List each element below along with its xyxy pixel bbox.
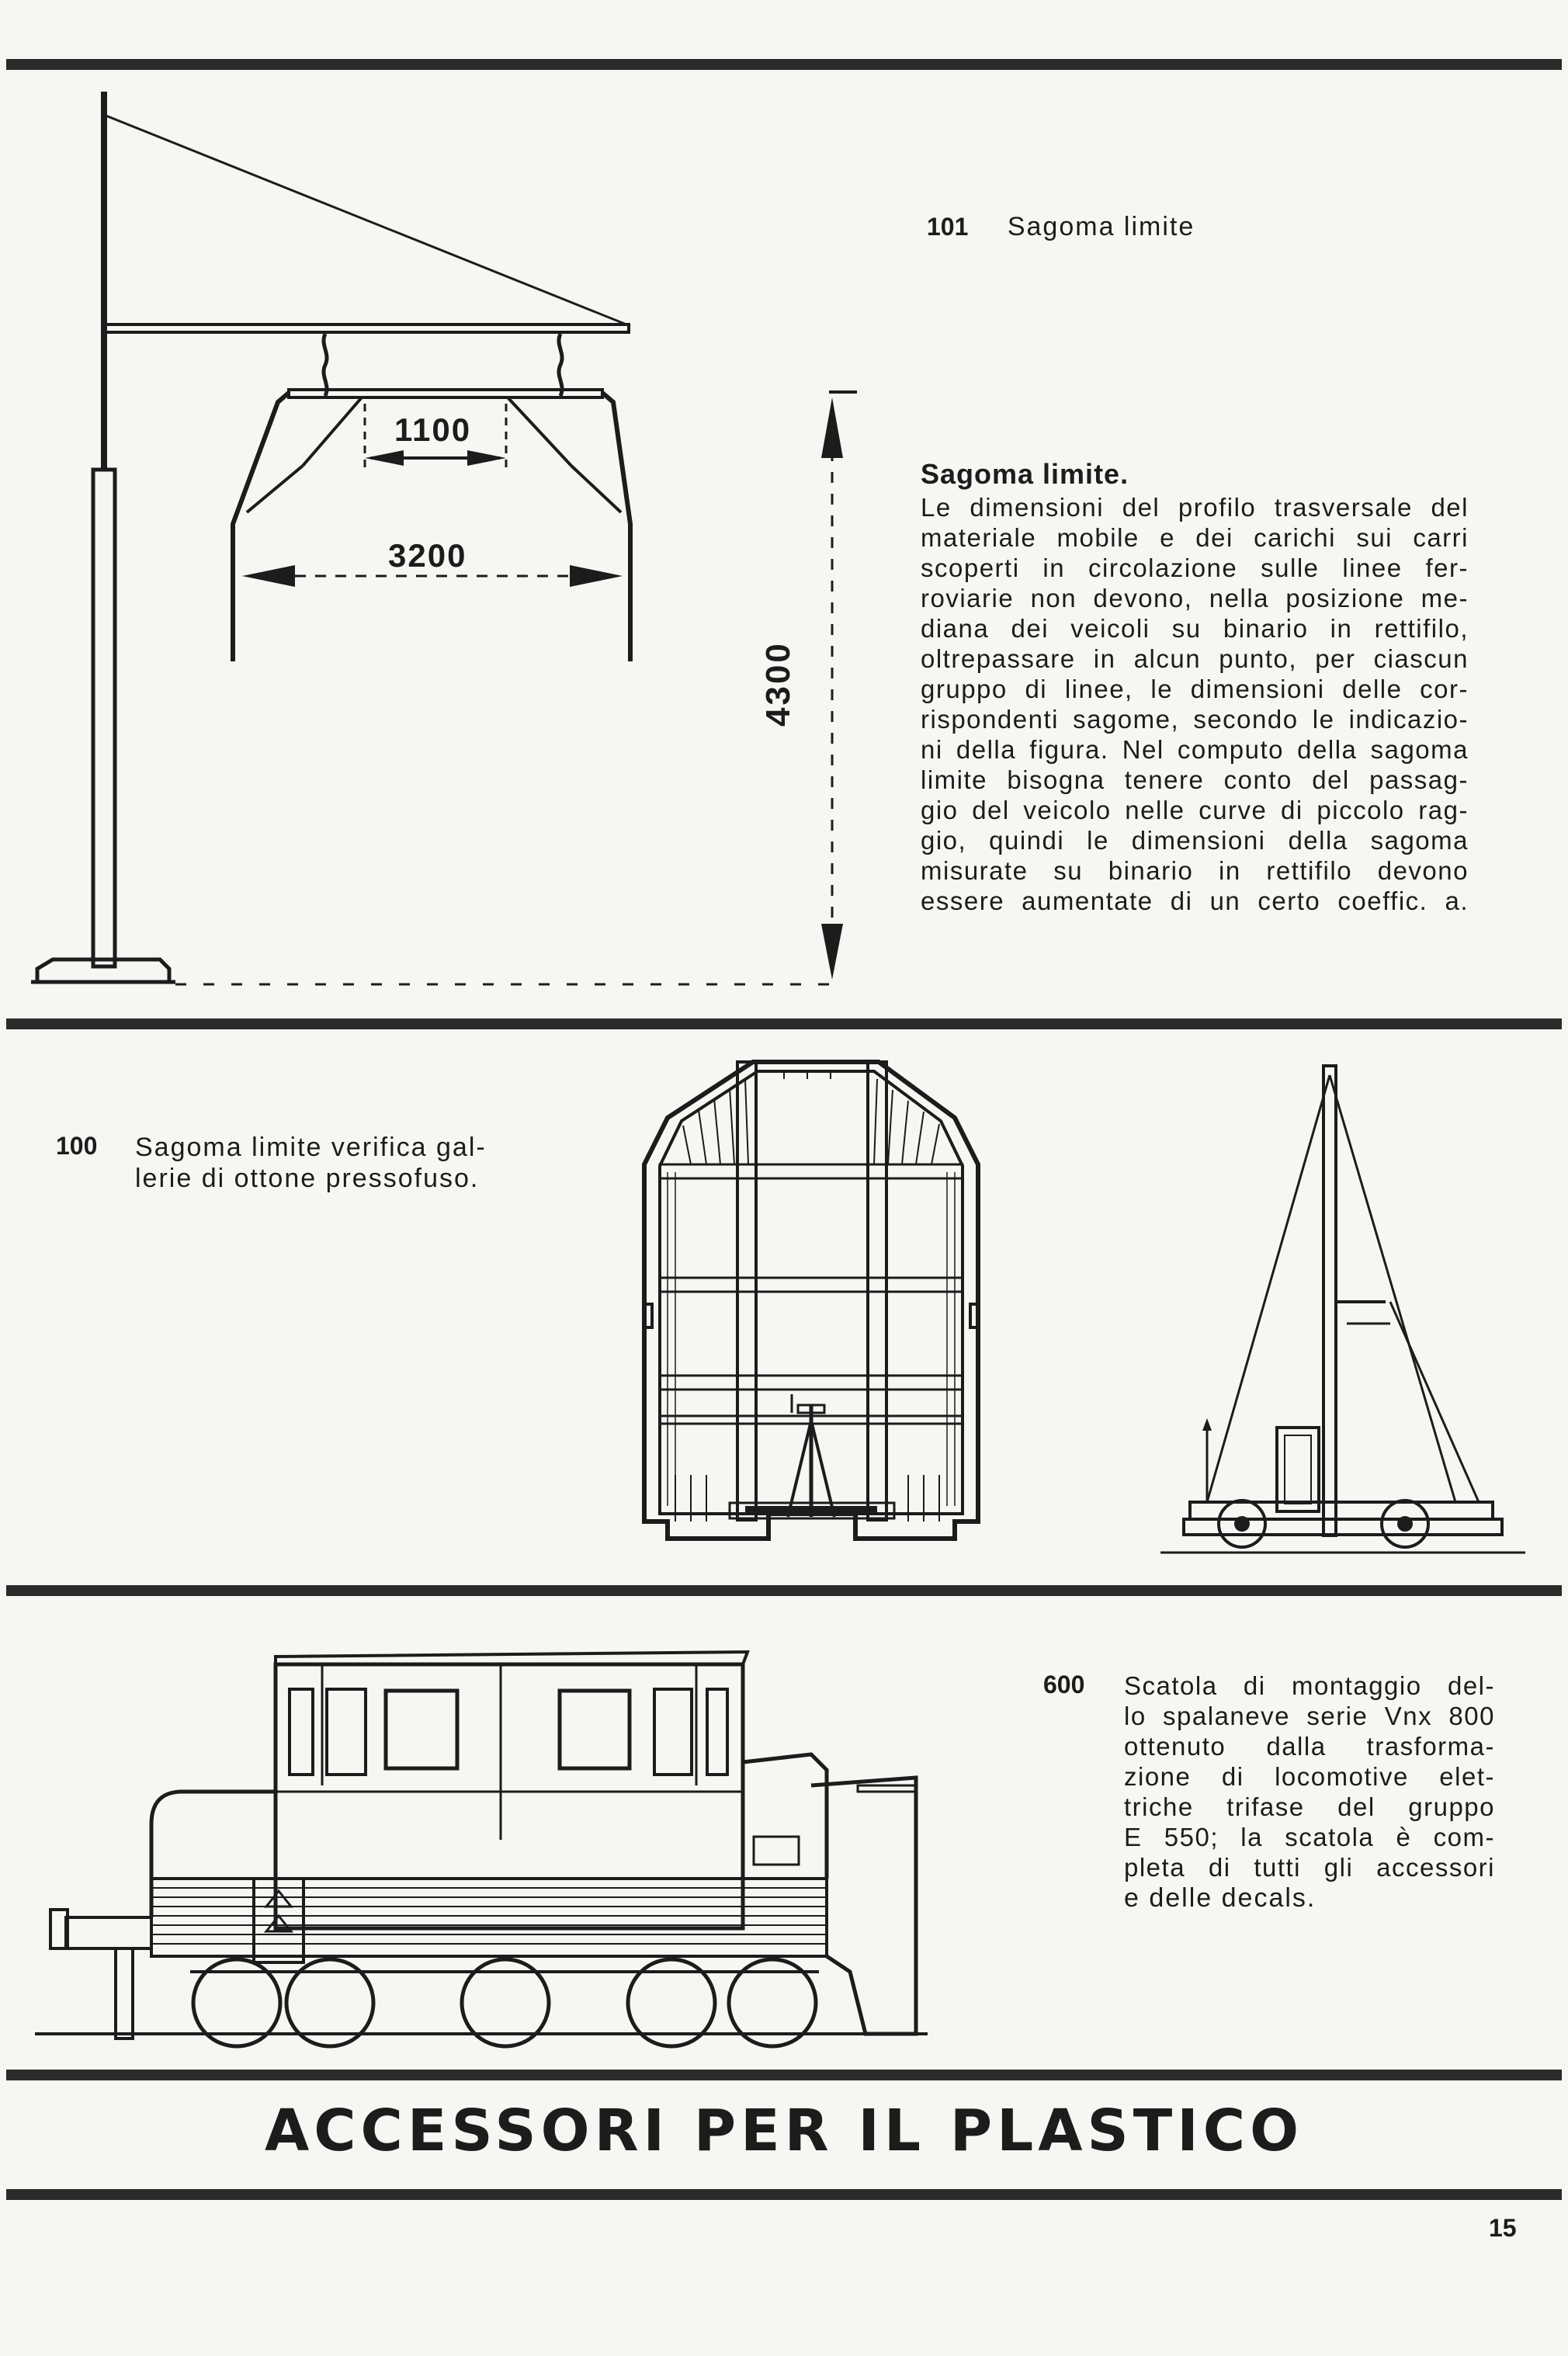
- item-600-number: 600: [1043, 1671, 1085, 1698]
- item-600-caption-line: ottenuto dalla trasforma-: [1124, 1732, 1495, 1761]
- page-title: ACCESSORI PER IL PLASTICO: [264, 2097, 1304, 2164]
- description-line: diana dei veicoli su binario in rettifilo,: [921, 614, 1469, 643]
- description-line: roviarie non devono, nella posizione me-: [921, 584, 1469, 612]
- dim-label-4300: 4300: [759, 641, 797, 727]
- item-101-description: [921, 458, 1469, 916]
- rule-section-1: [6, 1018, 1562, 1029]
- item-600-caption-line: e delle decals.: [1124, 1883, 1316, 1913]
- snowplow-locomotive-illustration: [35, 1646, 1036, 2080]
- description-line: oltrepassare in alcun punto, per ciascun: [921, 644, 1469, 673]
- gauge-trolley-illustration: [1160, 1060, 1525, 1556]
- description-line: gio del veicolo nelle curve di piccolo rag-: [921, 796, 1469, 824]
- description-line: ni della figura. Nel computo della sagoma: [921, 735, 1469, 764]
- item-600-caption-line: Scatola di montaggio del-: [1124, 1671, 1495, 1700]
- overhead-line-gauge-diagram: [0, 0, 854, 1009]
- description-line: limite bisogna tenere conto del passag-: [921, 765, 1469, 794]
- rule-section-2: [6, 1585, 1562, 1596]
- item-100-caption-line: lerie di ottone pressofuso.: [135, 1164, 480, 1193]
- description-line: materiale mobile e dei carichi sui carri: [921, 523, 1469, 552]
- item-600-caption-line: E 550; la scatola è com-: [1124, 1823, 1495, 1851]
- rule-title-bottom: [6, 2189, 1562, 2200]
- item-600-caption-line: lo spalaneve serie Vnx 800: [1124, 1702, 1495, 1730]
- description-line: essere aumentate di un certo coeffic. a.: [921, 887, 1469, 915]
- item-101-number: 101: [927, 213, 969, 241]
- item-600-caption-line: triche trifase del gruppo: [1124, 1792, 1495, 1821]
- item-100-caption-line: Sagoma limite verifica gal-: [135, 1133, 487, 1162]
- description-line: gruppo di linee, le dimensioni delle cor-: [921, 675, 1469, 703]
- tunnel-gauge-frame-illustration: [629, 1056, 1017, 1537]
- item-101-caption: [927, 211, 1195, 242]
- description-line: gio, quindi le dimensioni della sagoma: [921, 826, 1469, 855]
- description-line: rispondenti sagome, secondo le indicazio-: [921, 705, 1469, 734]
- dim-label-3200: 3200: [388, 537, 467, 574]
- item-100-caption: [56, 1132, 487, 1194]
- item-600-caption-line: zione di locomotive elet-: [1124, 1762, 1495, 1791]
- item-600-caption-line: pleta di tutti gli accessori: [1124, 1853, 1495, 1882]
- page-number: 15: [1489, 2214, 1517, 2242]
- description-line: Le dimensioni del profilo trasversale del: [921, 493, 1469, 522]
- description-line: scoperti in circolazione sulle linee fer-: [921, 553, 1469, 582]
- dim-label-1100: 1100: [394, 411, 472, 448]
- item-101-caption-text: Sagoma limite: [1007, 212, 1195, 241]
- description-title: Sagoma limite.: [921, 458, 1129, 490]
- item-100-number: 100: [56, 1132, 98, 1160]
- description-line: misurate su binario in rettifilo devono: [921, 856, 1469, 885]
- item-600-caption: [1043, 1671, 1495, 1914]
